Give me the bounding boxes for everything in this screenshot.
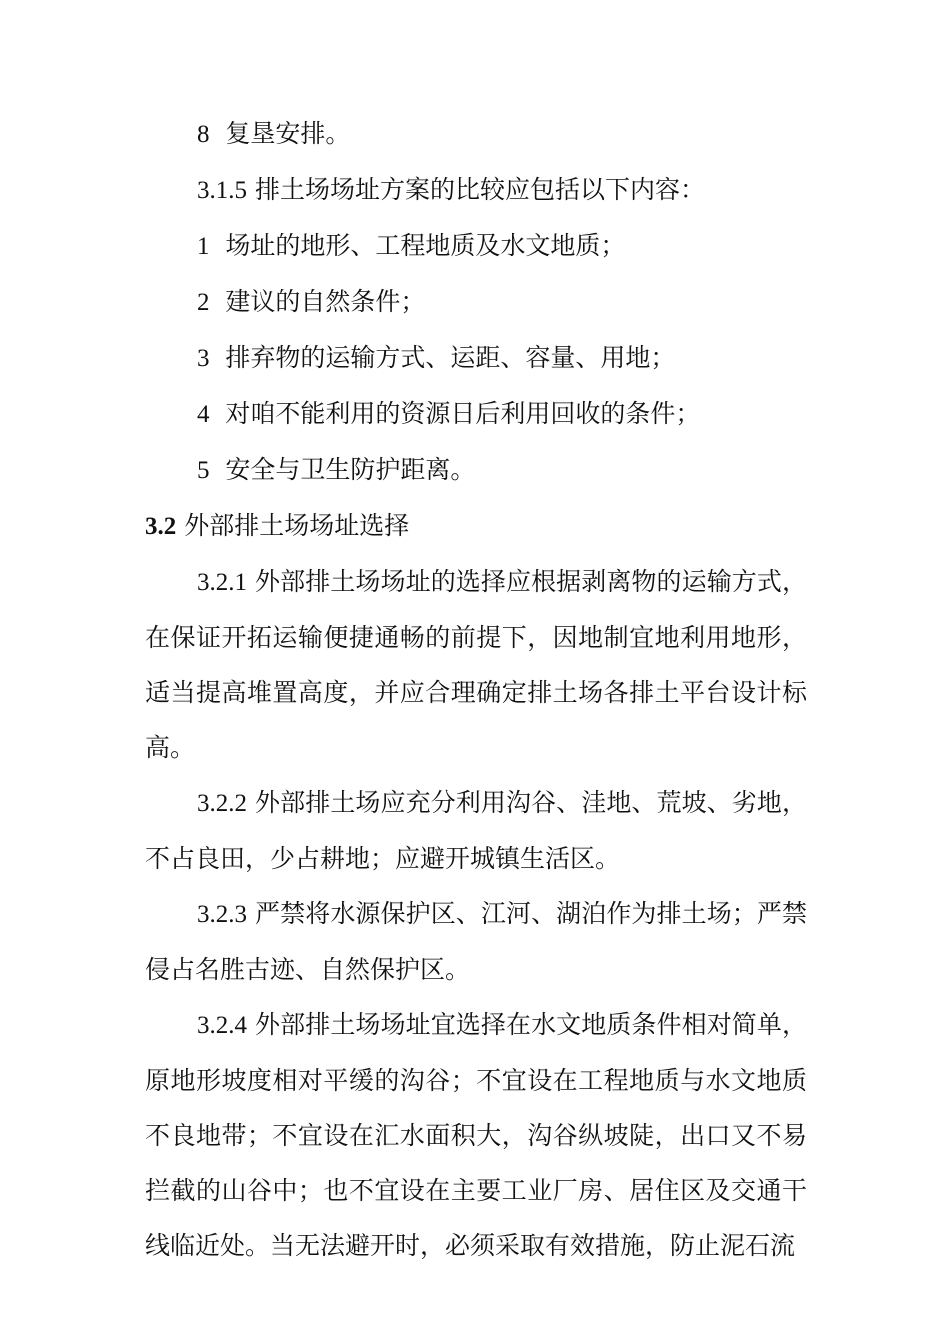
list-item-number: 4 — [197, 401, 210, 428]
clause-number: 3.2.3 — [197, 901, 247, 928]
clause-3-2-3 — [145, 886, 807, 997]
section-heading-3-2 — [145, 498, 807, 554]
list-item-2 — [145, 274, 807, 330]
list-item-text: 复垦安排。 — [225, 119, 351, 148]
list-item-number: 8 — [197, 121, 210, 148]
list-item-number: 1 — [197, 233, 210, 260]
list-item-4 — [145, 386, 807, 442]
clause-text: 外部排土场应充分利用沟谷、洼地、荒坡、劣地，不占良田，少占耕地；应避开城镇生活区。 — [145, 788, 807, 873]
clause-text: 外部排土场场址的选择应根据剥离物的运输方式，在保证开拓运输便捷通畅的前提下，因地制宜地利用地形，适当提高堆置高度，并应合理确定排土场各排土平台设计标高。 — [145, 567, 807, 762]
list-item-number: 2 — [197, 289, 210, 316]
list-item-text: 对咱不能利用的资源日后利用回收的条件； — [225, 399, 701, 428]
section-number: 3.2 — [145, 513, 177, 540]
list-item-text: 建议的自然条件； — [225, 287, 426, 316]
clause-number: 3.1.5 — [197, 177, 247, 204]
clause-text: 排土场场址方案的比较应包括以下内容： — [254, 175, 705, 204]
section-title-text: 外部排土场场址选择 — [184, 511, 410, 540]
list-item-5 — [145, 442, 807, 498]
clause-3-2-2 — [145, 775, 807, 886]
clause-3-2-1 — [145, 554, 807, 775]
clause-3-2-4 — [145, 997, 807, 1273]
list-item-number: 3 — [197, 345, 210, 372]
list-item-3 — [145, 330, 807, 386]
clause-number: 3.2.1 — [197, 569, 247, 596]
list-item-1 — [145, 218, 807, 274]
list-item-text: 安全与卫生防护距离。 — [225, 455, 476, 484]
list-item-number: 5 — [197, 457, 210, 484]
document-body — [145, 106, 807, 1273]
clause-text: 严禁将水源保护区、江河、湖泊作为排土场；严禁侵占名胜古迹、自然保护区。 — [145, 899, 807, 984]
clause-number: 3.2.2 — [197, 790, 247, 817]
clause-3-1-5 — [145, 162, 807, 218]
clause-text: 外部排土场场址宜选择在水文地质条件相对简单，原地形坡度相对平缓的沟谷；不宜设在工程地质与水文地质不良地带；不宜设在汇水面积大，沟谷纵坡陡，出口又不易拦截的山谷中；也不宜设在主要工业厂房、居住区及交通干线临近处。当无法避开时，必须采取有效措施，防止泥石流 — [145, 1010, 807, 1260]
list-item-8 — [145, 106, 807, 162]
list-item-text: 场址的地形、工程地质及水文地质； — [225, 231, 626, 260]
list-item-text: 排弃物的运输方式、运距、容量、用地； — [225, 343, 676, 372]
clause-number: 3.2.4 — [197, 1012, 247, 1039]
